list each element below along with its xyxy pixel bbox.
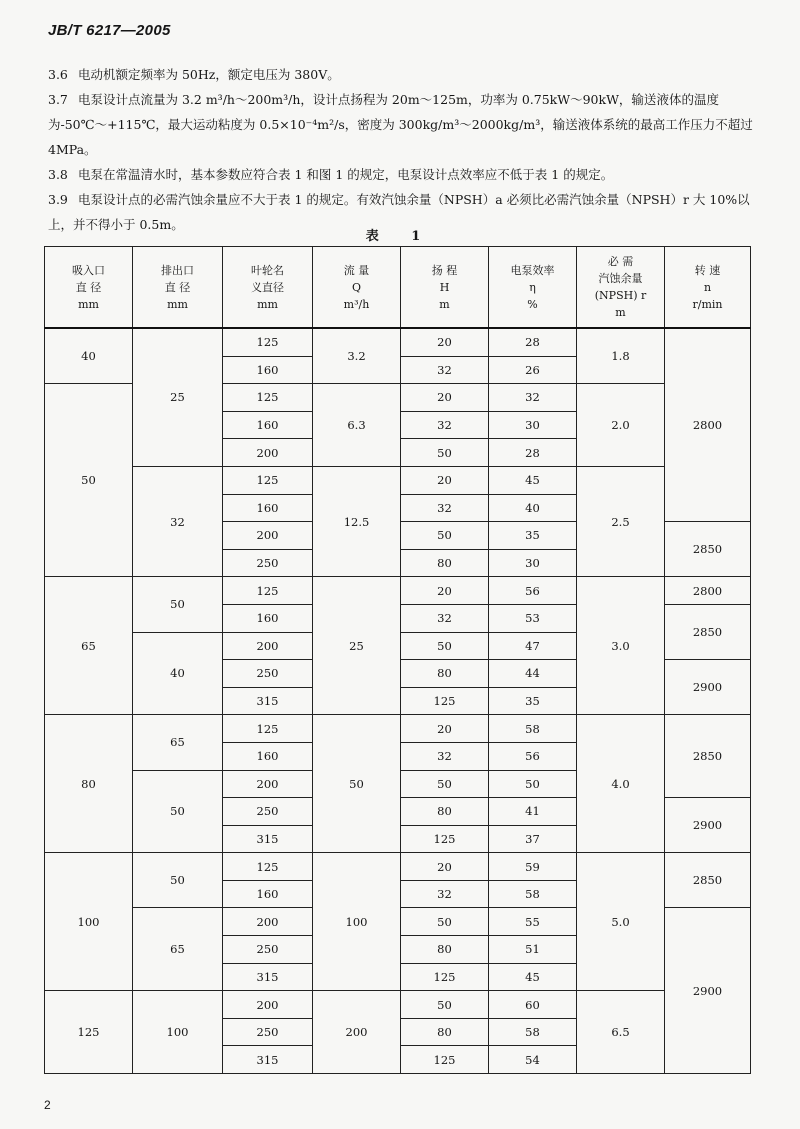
header-npsh: 必 需 汽蚀余量 (NPSH) r m [577,247,665,329]
cell-impeller: 200 [223,908,313,936]
cell-impeller: 125 [223,328,313,356]
cell-npsh: 6.5 [577,991,665,1074]
cell-speed: 2900 [665,908,751,1074]
cell-head: 20 [401,384,489,412]
clause-number: 3.6 [48,67,68,82]
cell-speed: 2850 [665,522,751,577]
cell-speed: 2800 [665,328,751,522]
cell-speed: 2900 [665,660,751,715]
table-row [45,466,751,494]
cell-efficiency: 37 [489,825,577,853]
cell-flow: 200 [313,991,401,1074]
cell-inlet: 50 [45,384,133,577]
cell-efficiency: 50 [489,770,577,798]
cell-head: 80 [401,798,489,826]
cell-head: 32 [401,742,489,770]
cell-impeller: 125 [223,466,313,494]
cell-head: 20 [401,328,489,356]
cell-impeller: 200 [223,522,313,550]
cell-outlet: 40 [133,632,223,715]
cell-efficiency: 32 [489,384,577,412]
cell-speed: 2900 [665,798,751,853]
cell-impeller: 250 [223,549,313,577]
cell-head: 32 [401,880,489,908]
cell-efficiency: 55 [489,908,577,936]
cell-npsh: 1.8 [577,328,665,384]
cell-impeller: 200 [223,439,313,467]
cell-head: 20 [401,853,489,881]
cell-efficiency: 26 [489,356,577,384]
table-row [45,715,751,743]
cell-head: 80 [401,660,489,688]
header-efficiency: 电泵效率 η % [489,247,577,329]
cell-impeller: 200 [223,770,313,798]
cell-impeller: 160 [223,742,313,770]
cell-outlet: 32 [133,466,223,576]
cell-impeller: 160 [223,604,313,632]
cell-impeller: 160 [223,494,313,522]
cell-efficiency: 28 [489,328,577,356]
cell-head: 125 [401,963,489,991]
cell-inlet: 65 [45,577,133,715]
cell-npsh: 5.0 [577,853,665,991]
clause-text: 电泵设计点的必需汽蚀余量应不大于表 1 的规定。有效汽蚀余量（NPSH）a 必须比必需汽蚀余量（NPSH）r 大 10%以上，并不得小于 0.5m。 [48,192,750,232]
cell-inlet: 80 [45,715,133,853]
cell-npsh: 4.0 [577,715,665,853]
clause-3-7 [48,87,760,162]
header-flow: 流 量 Q m³/h [313,247,401,329]
cell-efficiency: 51 [489,936,577,964]
cell-impeller: 125 [223,384,313,412]
clause-3-8 [48,162,760,187]
cell-impeller: 315 [223,825,313,853]
cell-impeller: 315 [223,963,313,991]
cell-impeller: 250 [223,936,313,964]
cell-head: 32 [401,604,489,632]
clause-text: 电泵设计点流量为 3.2 m³/h～200m³/h，设计点扬程为 20m～125m，功率为 0.75kW～90kW，输送液体的温度为-50℃～+115℃，最大运动粘度为 0.5×10⁻⁴m²/s，密度为 300kg/m³～2000kg/m³，输送液体系统的最高工作压力不超过 4MPa。 [48,92,753,157]
cell-efficiency: 58 [489,1018,577,1046]
cell-npsh: 2.5 [577,466,665,576]
cell-efficiency: 30 [489,411,577,439]
cell-efficiency: 35 [489,687,577,715]
cell-head: 32 [401,411,489,439]
table-row [45,577,751,605]
cell-efficiency: 53 [489,604,577,632]
cell-outlet: 50 [133,770,223,853]
cell-head: 20 [401,466,489,494]
header-impeller-diameter: 叶轮名 义直径 mm [223,247,313,329]
cell-efficiency: 58 [489,880,577,908]
cell-speed: 2800 [665,577,751,605]
cell-impeller: 250 [223,1018,313,1046]
cell-head: 125 [401,825,489,853]
header-outlet-diameter: 排出口 直 径 mm [133,247,223,329]
clause-number: 3.7 [48,92,68,107]
cell-outlet: 65 [133,715,223,770]
cell-efficiency: 47 [489,632,577,660]
cell-impeller: 125 [223,853,313,881]
cell-head: 80 [401,1018,489,1046]
clause-text: 电动机额定频率为 50Hz，额定电压为 380V。 [78,67,340,82]
table-title: 表 1 [365,229,435,244]
cell-flow: 25 [313,577,401,715]
cell-outlet: 65 [133,908,223,991]
clause-number: 3.8 [48,167,68,182]
cell-efficiency: 35 [489,522,577,550]
cell-efficiency: 56 [489,577,577,605]
clauses-section [48,62,760,237]
cell-impeller: 250 [223,660,313,688]
table-header-row [45,247,751,329]
cell-speed: 2850 [665,604,751,659]
cell-impeller: 160 [223,356,313,384]
cell-inlet: 40 [45,328,133,384]
cell-impeller: 315 [223,1046,313,1074]
cell-impeller: 315 [223,687,313,715]
clause-number: 3.9 [48,192,68,207]
cell-head: 125 [401,1046,489,1074]
cell-flow: 3.2 [313,328,401,384]
cell-head: 50 [401,991,489,1019]
cell-outlet: 50 [133,853,223,908]
cell-head: 50 [401,770,489,798]
table-row [45,328,751,356]
cell-impeller: 250 [223,798,313,826]
cell-efficiency: 58 [489,715,577,743]
cell-npsh: 3.0 [577,577,665,715]
header-speed: 转 速 n r/min [665,247,751,329]
cell-flow: 50 [313,715,401,853]
cell-efficiency: 40 [489,494,577,522]
standard-code: JB/T 6217—2005 [48,22,171,39]
cell-speed: 2850 [665,853,751,908]
cell-outlet: 50 [133,577,223,632]
cell-head: 125 [401,687,489,715]
cell-impeller: 125 [223,577,313,605]
cell-efficiency: 59 [489,853,577,881]
cell-flow: 12.5 [313,466,401,576]
cell-outlet: 100 [133,991,223,1074]
cell-head: 50 [401,632,489,660]
clause-3-6 [48,62,760,87]
cell-outlet: 25 [133,328,223,466]
cell-speed: 2850 [665,715,751,798]
cell-efficiency: 30 [489,549,577,577]
cell-impeller: 125 [223,715,313,743]
cell-efficiency: 56 [489,742,577,770]
cell-head: 50 [401,908,489,936]
cell-impeller: 160 [223,411,313,439]
page-number: 2 [44,1098,51,1112]
cell-impeller: 160 [223,880,313,908]
cell-inlet: 100 [45,853,133,991]
table-row [45,853,751,881]
cell-npsh: 2.0 [577,384,665,467]
cell-efficiency: 28 [489,439,577,467]
cell-head: 32 [401,494,489,522]
cell-inlet: 125 [45,991,133,1074]
cell-head: 20 [401,715,489,743]
cell-efficiency: 45 [489,466,577,494]
cell-efficiency: 60 [489,991,577,1019]
pump-parameter-table [44,246,751,1074]
cell-head: 50 [401,439,489,467]
cell-head: 80 [401,549,489,577]
cell-efficiency: 44 [489,660,577,688]
cell-head: 20 [401,577,489,605]
cell-efficiency: 45 [489,963,577,991]
cell-head: 32 [401,356,489,384]
cell-impeller: 200 [223,632,313,660]
table-row [45,991,751,1019]
cell-efficiency: 54 [489,1046,577,1074]
header-inlet-diameter: 吸入口 直 径 mm [45,247,133,329]
cell-head: 50 [401,522,489,550]
cell-efficiency: 41 [489,798,577,826]
cell-impeller: 200 [223,991,313,1019]
cell-flow: 6.3 [313,384,401,467]
cell-head: 80 [401,936,489,964]
header-head: 扬 程 H m [401,247,489,329]
clause-text: 电泵在常温清水时，基本参数应符合表 1 和图 1 的规定，电泵设计点效率应不低于表 1 的规定。 [78,167,614,182]
cell-flow: 100 [313,853,401,991]
